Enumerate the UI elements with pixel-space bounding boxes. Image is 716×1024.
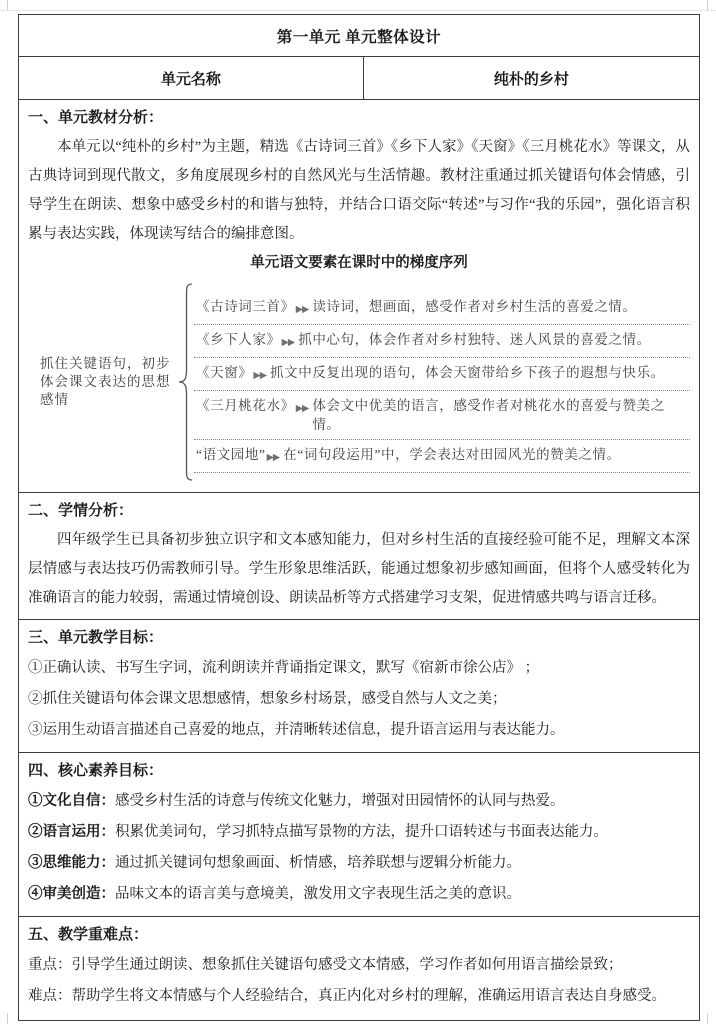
- section-heading: 四、核心素养目标：: [28, 763, 164, 779]
- literacy-item-text: 通过抓关键词句想象画面、析情感，培养联想与逻辑分析能力。: [115, 855, 521, 871]
- diagram-item-text: 在“词句段运用”中，学会表达对田园风光的赞美之情。: [283, 446, 621, 462]
- section-teaching-goals: [19, 619, 699, 752]
- section-material-analysis: [19, 99, 699, 492]
- literacy-item: [28, 848, 690, 879]
- diagram-item-text: 抓中心句，体会作者对乡村独特、迷人风景的喜爱之情。: [298, 331, 651, 347]
- section-core-literacy-goals: [19, 752, 699, 916]
- diagram-item-title: 《天窗》: [196, 364, 253, 380]
- literacy-item-text: 品味文本的语言美与意境美，激发用文字表现生活之美的意识。: [115, 886, 521, 902]
- page-title: 第一单元 单元整体设计: [276, 28, 442, 46]
- difficult-point-label: 难点：: [28, 988, 72, 1004]
- diagram-item-title: 《三月桃花水》: [196, 397, 295, 413]
- diagram-item: [194, 440, 690, 473]
- double-arrow-icon: ▶▶: [266, 451, 280, 463]
- literacy-item: [28, 879, 690, 910]
- literacy-item: [28, 786, 690, 817]
- difficult-point-item: [28, 981, 690, 1012]
- diagram-item-title: “语文园地”: [196, 446, 266, 462]
- diagram-item: [194, 325, 690, 358]
- diagram-items: [194, 292, 690, 473]
- section-paragraph: 四年级学生已具备初步独立识字和文本感知能力，但对乡村生活的直接经验可能不足，理解文本深层情感与表达技巧仍需教师引导。学生形象思维活跃，能通过想象初步感知画面，但将个人感受转化为准确语言的能力较弱，需通过情境创设、朗读品析等方式搭建学习支架，促进情感共鸣与语言迁移。: [28, 532, 690, 606]
- page-corner-mark: [707, 1013, 708, 1024]
- unit-name-label: 单元名称: [160, 71, 221, 88]
- curly-brace-icon: [178, 282, 193, 482]
- section-key-difficult-points: [19, 916, 699, 1020]
- page-corner-mark: [7, 0, 8, 10]
- diagram-item-text: 读诗词，想画面，感受作者对乡村生活的喜爱之情。: [312, 298, 637, 314]
- double-arrow-icon: ▶▶: [253, 369, 267, 381]
- key-point-text: 引导学生通过朗读、想象抓住关键语句感受文本情感，学习作者如何用语言描绘景致；: [71, 957, 623, 973]
- diagram-item: [194, 391, 690, 440]
- unit-design-table: [18, 14, 700, 1021]
- double-arrow-icon: ▶▶: [295, 303, 309, 315]
- literacy-item: [28, 817, 690, 848]
- literacy-item-label: ②语言运用：: [28, 824, 115, 840]
- title-row: [19, 15, 699, 56]
- diagram-item: [194, 292, 690, 325]
- literacy-item-label: ①文化自信：: [28, 793, 115, 809]
- diagram-title: 单元语文要素在课时中的梯度序列: [250, 255, 468, 271]
- diagram-item-text: 抓文中反复出现的语句，体会天窗带给乡下孩子的遐想与快乐。: [270, 364, 665, 380]
- literacy-item-label: ③思维能力：: [28, 855, 115, 871]
- goal-item: ①正确认读、书写生字词，流利朗读并背诵指定课文，默写《宿新市徐公店》 ；: [28, 660, 540, 676]
- unit-name-label-cell: [19, 57, 364, 99]
- section-heading: 二、学情分析：: [28, 503, 134, 519]
- page-corner-mark: [7, 1013, 8, 1024]
- diagram-side-label: 抓住关键语句，初步体会课文表达的思想感情: [40, 356, 171, 407]
- diagram-item-text: 体会文中优美的语言，感受作者对桃花水的喜爱与赞美之情。: [312, 397, 665, 432]
- section-heading: 五、教学重难点：: [28, 927, 149, 943]
- diagram-item-title: 《古诗词三首》: [196, 298, 295, 314]
- goal-item: ③运用生动语言描述自己喜爱的地点，并清晰转述信息，提升语言运用与表达能力。: [28, 722, 565, 738]
- literacy-item-text: 感受乡村生活的诗意与传统文化魅力，增强对田园情怀的认同与热爱。: [115, 793, 565, 809]
- section-paragraph: 本单元以“纯朴的乡村”为主题，精选《古诗词三首》《乡下人家》《天窗》《三月桃花水》等课文，从古典诗词到现代散文，多角度展现乡村的自然风光与生活情趣。教材注重通过抓关键语句体会情感，引导学生在朗读、想象中感受乡村的和谐与独特，并结合口语交际“转述”与习作“我的乐园”，强化语言积累与表达实践，体现读写结合的编排意图。: [28, 139, 690, 242]
- key-point-label: 重点：: [28, 957, 72, 973]
- page-edge-line: [0, 10, 716, 11]
- goal-item: ②抓住关键语句体会课文思想感情，想象乡村场景，感受自然与人文之美；: [28, 691, 507, 707]
- literacy-item-text: 积累优美词句，学习抓特点描写景物的方法，提升口语转述与书面表达能力。: [115, 824, 608, 840]
- unit-name-value: 纯朴的乡村: [493, 71, 569, 88]
- double-arrow-icon: ▶▶: [295, 402, 309, 414]
- gradient-sequence-diagram: [28, 280, 690, 484]
- double-arrow-icon: ▶▶: [281, 336, 295, 348]
- literacy-item-label: ④审美创造：: [28, 886, 115, 902]
- section-heading: 三、单元教学目标：: [28, 630, 164, 646]
- diagram-item-title: 《乡下人家》: [196, 331, 281, 347]
- section-learner-analysis: [19, 492, 699, 619]
- difficult-point-text: 帮助学生将文本情感与个人经验结合，真正内化对乡村的理解，准确运用语言表达自身感受。: [71, 988, 666, 1004]
- unit-name-row: [19, 56, 699, 99]
- unit-name-value-cell: [364, 57, 699, 99]
- page-corner-mark: [707, 0, 708, 10]
- diagram-item: [194, 358, 690, 391]
- section-heading: 一、单元教材分析：: [28, 110, 164, 126]
- key-point-item: [28, 950, 690, 981]
